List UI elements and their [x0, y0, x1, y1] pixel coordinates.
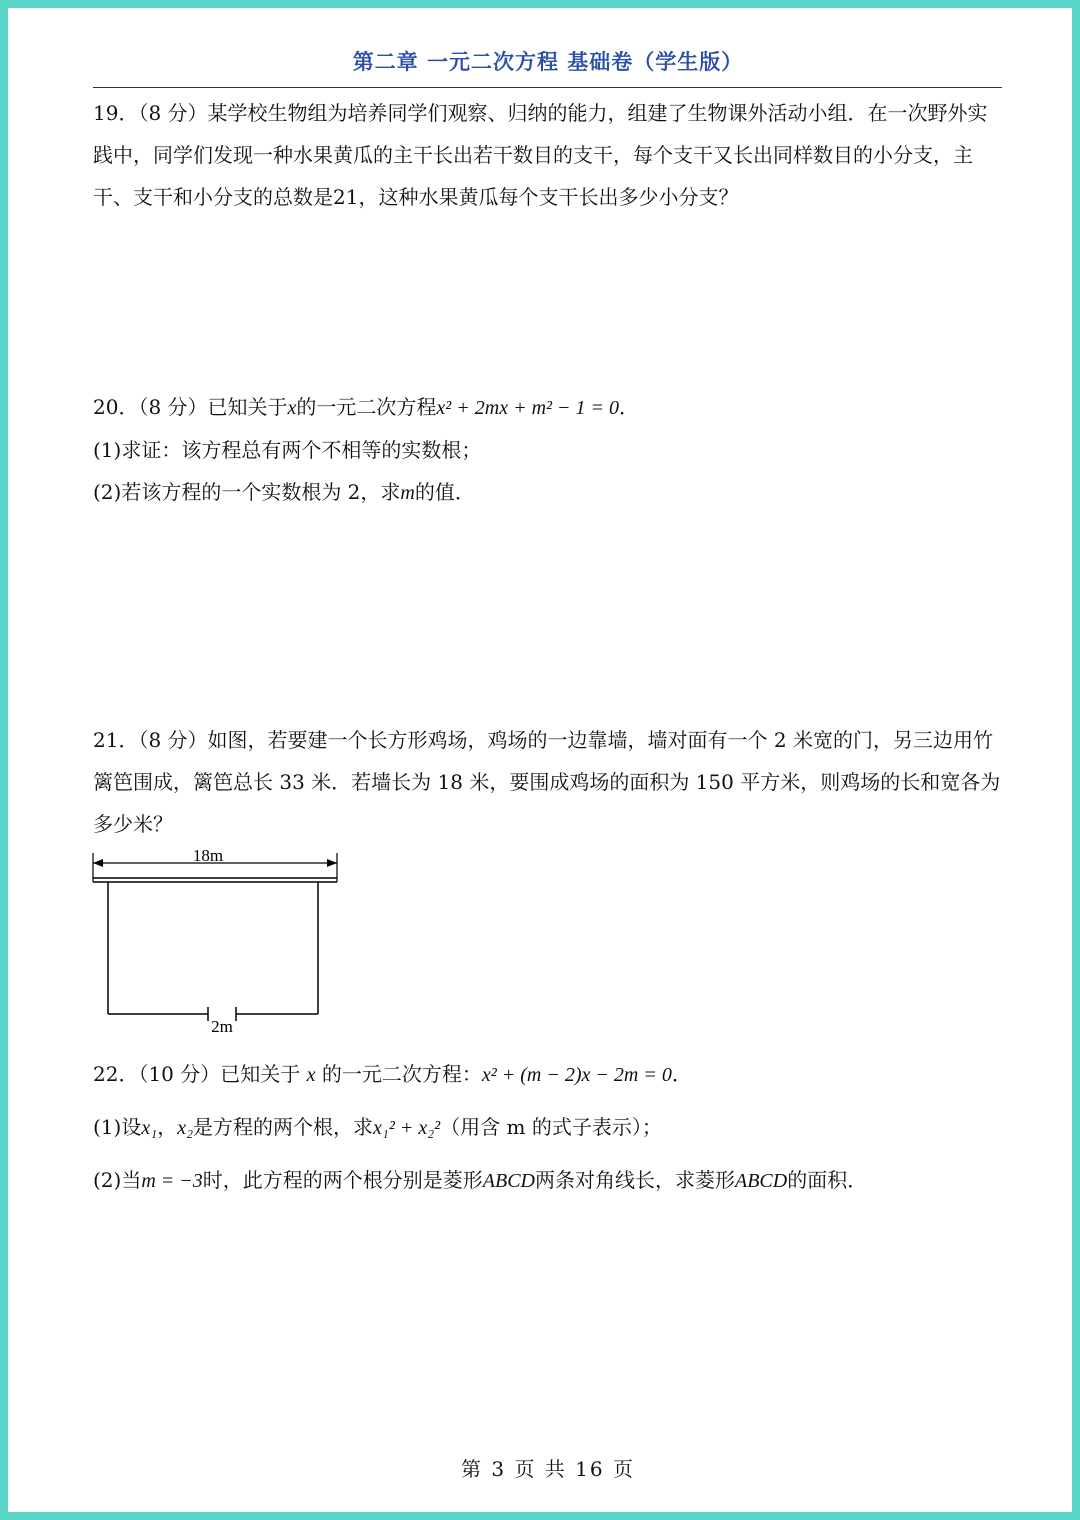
gate-width-label: 2m — [211, 1017, 233, 1036]
question-22-part-1: (1)设x₁，x₂是方程的两个根，求x₁² + x₂²（用含 m 的式子表示）； — [93, 1115, 662, 1139]
var-x: x — [287, 397, 297, 419]
header-divider — [93, 87, 1002, 88]
chicken-yard-diagram — [90, 848, 342, 1038]
question-19 — [93, 92, 1005, 218]
question-21 — [93, 719, 1005, 845]
page-number: 第 3 页 共 16 页 — [461, 1457, 635, 1481]
question-21-text: 21．（8 分）如图，若要建一个长方形鸡场，鸡场的一边靠墙，墙对面有一个 2 米宽的门，另三边用竹篱笆围成，篱笆总长 33 米．若墙长为 18 米，要围成鸡场的面积为 150 平方米，则鸡场的长和宽各为多少米？ — [93, 728, 1001, 836]
question-20 — [93, 386, 1005, 514]
right-arrowhead — [327, 859, 337, 867]
equation-22: x² + (m − 2)x − 2m = 0 — [481, 1064, 672, 1086]
page-header-title: 第二章 一元二次方程 基础卷（学生版） — [352, 50, 744, 74]
var-m: m — [400, 482, 415, 504]
question-22 — [93, 1048, 1005, 1207]
question-20-part-2: (2)若该方程的一个实数根为 2，求m的值． — [93, 480, 475, 504]
equation-20: x² + 2mx + m² − 1 = 0 — [436, 397, 620, 419]
left-arrowhead — [93, 859, 103, 867]
question-20-part-1: (1)求证：该方程总有两个不相等的实数根； — [93, 438, 482, 462]
question-19-text: 19．（8 分）某学校生物组为培养同学们观察、归纳的能力，组建了生物课外活动小组．在一次野外实践中，同学们发现一种水果黄瓜的主干长出若干数目的支干，每个支干又长出同样数目的小分支，主干、支干和小分支的总数是21，这种水果黄瓜每个支干长出多少小分支？ — [93, 101, 988, 209]
wall-length-label: 18m — [192, 848, 224, 865]
question-22-part-2: (2)当m = −3时，此方程的两个根分别是菱形ABCD两条对角线长，求菱形ABCD的面积． — [93, 1168, 868, 1192]
question-22-stem: 22．（10 分）已知关于 x 的一元二次方程：x² + (m − 2)x − 2m = 0． — [93, 1062, 692, 1086]
question-20-stem: 20．（8 分）已知关于x的一元二次方程x² + 2mx + m² − 1 = 0． — [93, 395, 640, 419]
